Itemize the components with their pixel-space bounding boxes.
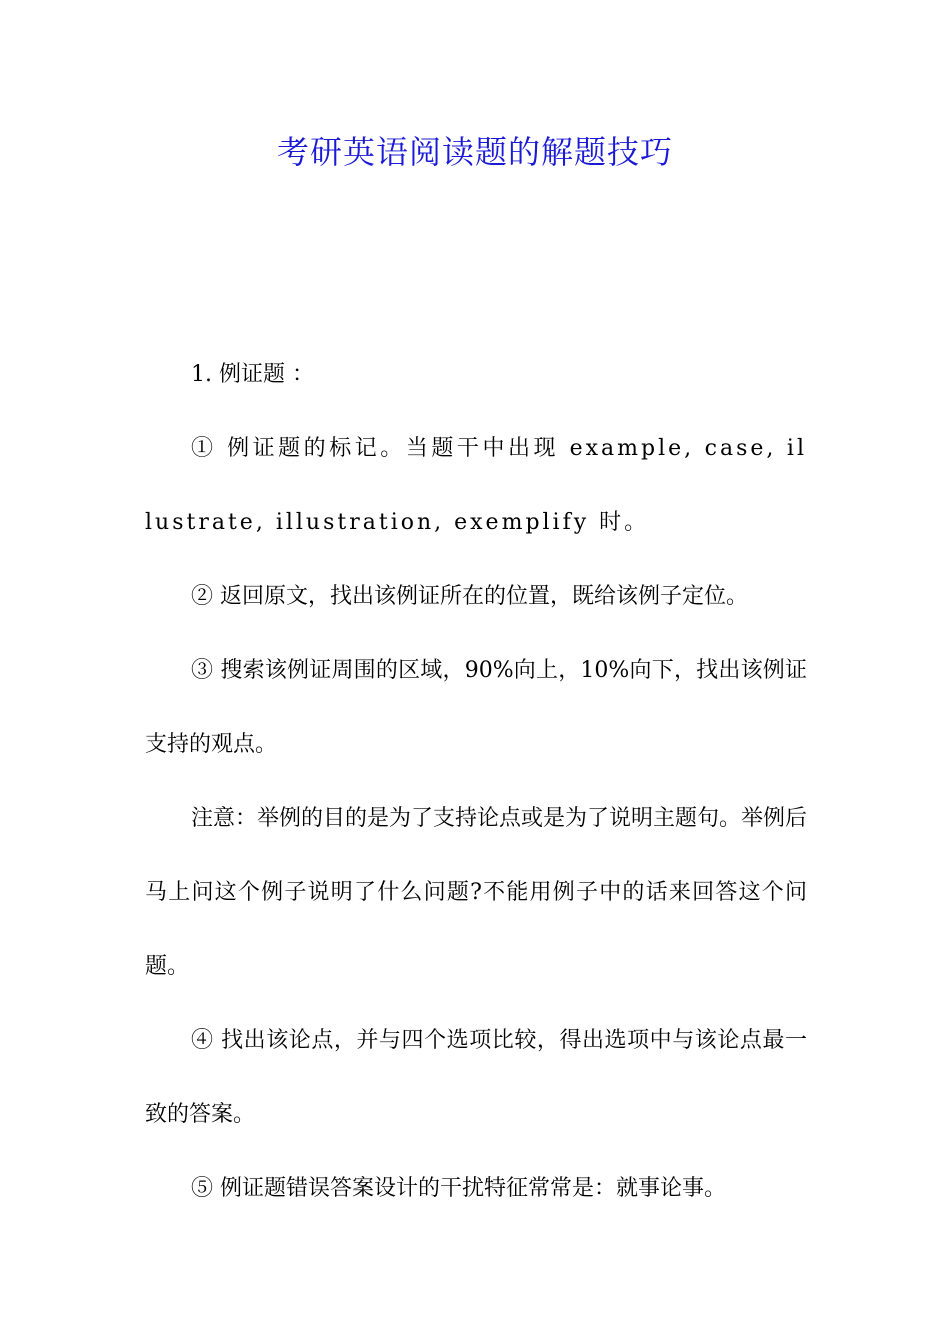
paragraph-step-2: ② 返回原文，找出该例证所在的位置，既给该例子定位。: [191, 584, 748, 609]
paragraph-step-1: ① 例证题的标记。当题干中出现 example, case, illustrate, illustration, exemplify 时。: [145, 436, 807, 535]
paragraph-step-5: ⑤ 例证题错误答案设计的干扰特征常常是：就事论事。: [191, 1176, 726, 1201]
document-body: [145, 338, 807, 1226]
paragraph-step-4: ④ 找出该论点，并与四个选项比较，得出选项中与该论点最一致的答案。: [145, 1028, 807, 1127]
paragraph-note: 注意：举例的目的是为了支持论点或是为了说明主题句。举例后马上问这个例子说明了什么问题?不能用例子中的话来回答这个问题。: [145, 806, 808, 979]
paragraph-step-3: ③ 搜索该例证周围的区域，90%向上，10%向下，找出该例证支持的观点。: [145, 658, 807, 757]
paragraph-heading-1: 1. 例证题 ：: [191, 362, 314, 387]
document-title: 考研英语阅读题的解题技巧: [276, 133, 673, 171]
